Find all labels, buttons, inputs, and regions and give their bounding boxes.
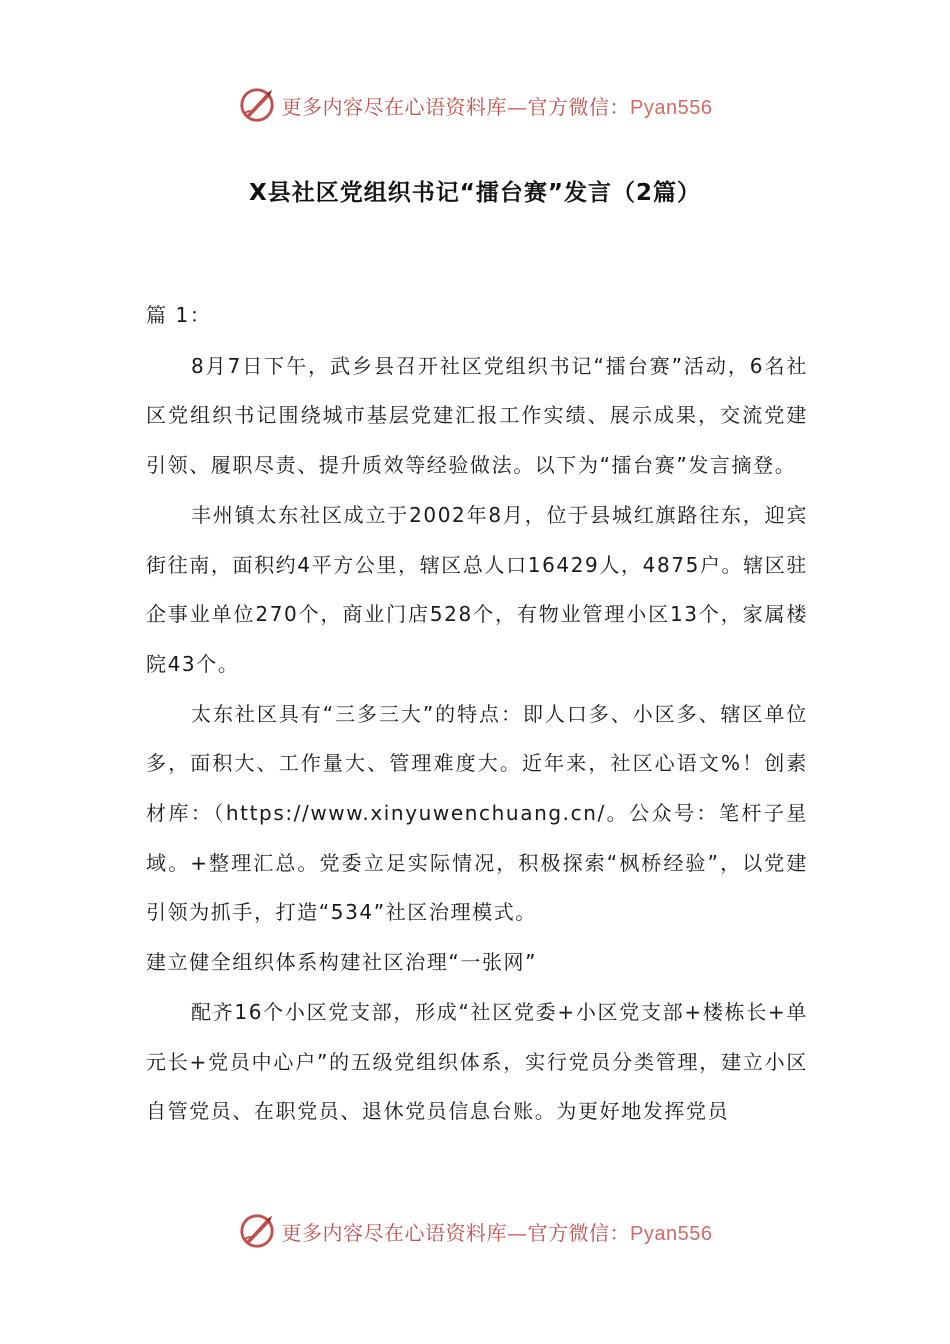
paragraph-3: 太东社区具有“三多三大”的特点：即人口多、小区多、辖区单位多，面积大、工作量大、管理难度大。近年来，社区心语文%！创素材库：（https://www.xinyuwenchuang.cn/。公众号：笔杆子星域。+整理汇总。党委立足实际情况，积极探索“枫桥经验”，以党建引领为抓手，打造“534”社区治理模式。 [146, 701, 808, 925]
quill-logo-icon [238, 1212, 276, 1250]
watermark-text: 更多内容尽在心语资料库—官方微信：Pyan556 [281, 1220, 713, 1245]
section-label: 篇 1： [146, 303, 212, 327]
quill-logo-icon [238, 86, 276, 124]
paragraph-1: 8月7日下午，武乡县召开社区党组织书记“擂台赛”活动，6名社区党组织书记围绕城市基层党建汇报工作实绩、展示成果，交流党建引领、履职尽责、提升质效等经验做法。以下为“擂台赛”发言摘登。 [146, 353, 808, 478]
document-title: X县社区党组织书记“擂台赛”发言（2篇） [249, 180, 701, 206]
document-body [146, 291, 808, 1137]
watermark-banner-bottom [0, 1206, 950, 1256]
paragraph-2: 丰州镇太东社区成立于2002年8月，位于县城红旗路往东，迎宾街往南，面积约4平方公里，辖区总人口16429人，4875户。辖区驻企事业单位270个，商业门店528个，有物业管理小区13个，家属楼院43个。 [146, 502, 808, 676]
paragraph-4: 配齐16个小区党支部，形成“社区党委+小区党支部+楼栋长+单元长+党员中心户”的五级党组织体系，实行党员分类管理，建立小区自管党员、在职党员、退休党员信息台账。为更好地发挥党员 [146, 999, 808, 1124]
watermark-banner-top [0, 80, 950, 130]
watermark-text: 更多内容尽在心语资料库—官方微信：Pyan556 [281, 94, 713, 119]
subheading: 建立健全组织体系构建社区治理“一张网” [146, 950, 538, 975]
